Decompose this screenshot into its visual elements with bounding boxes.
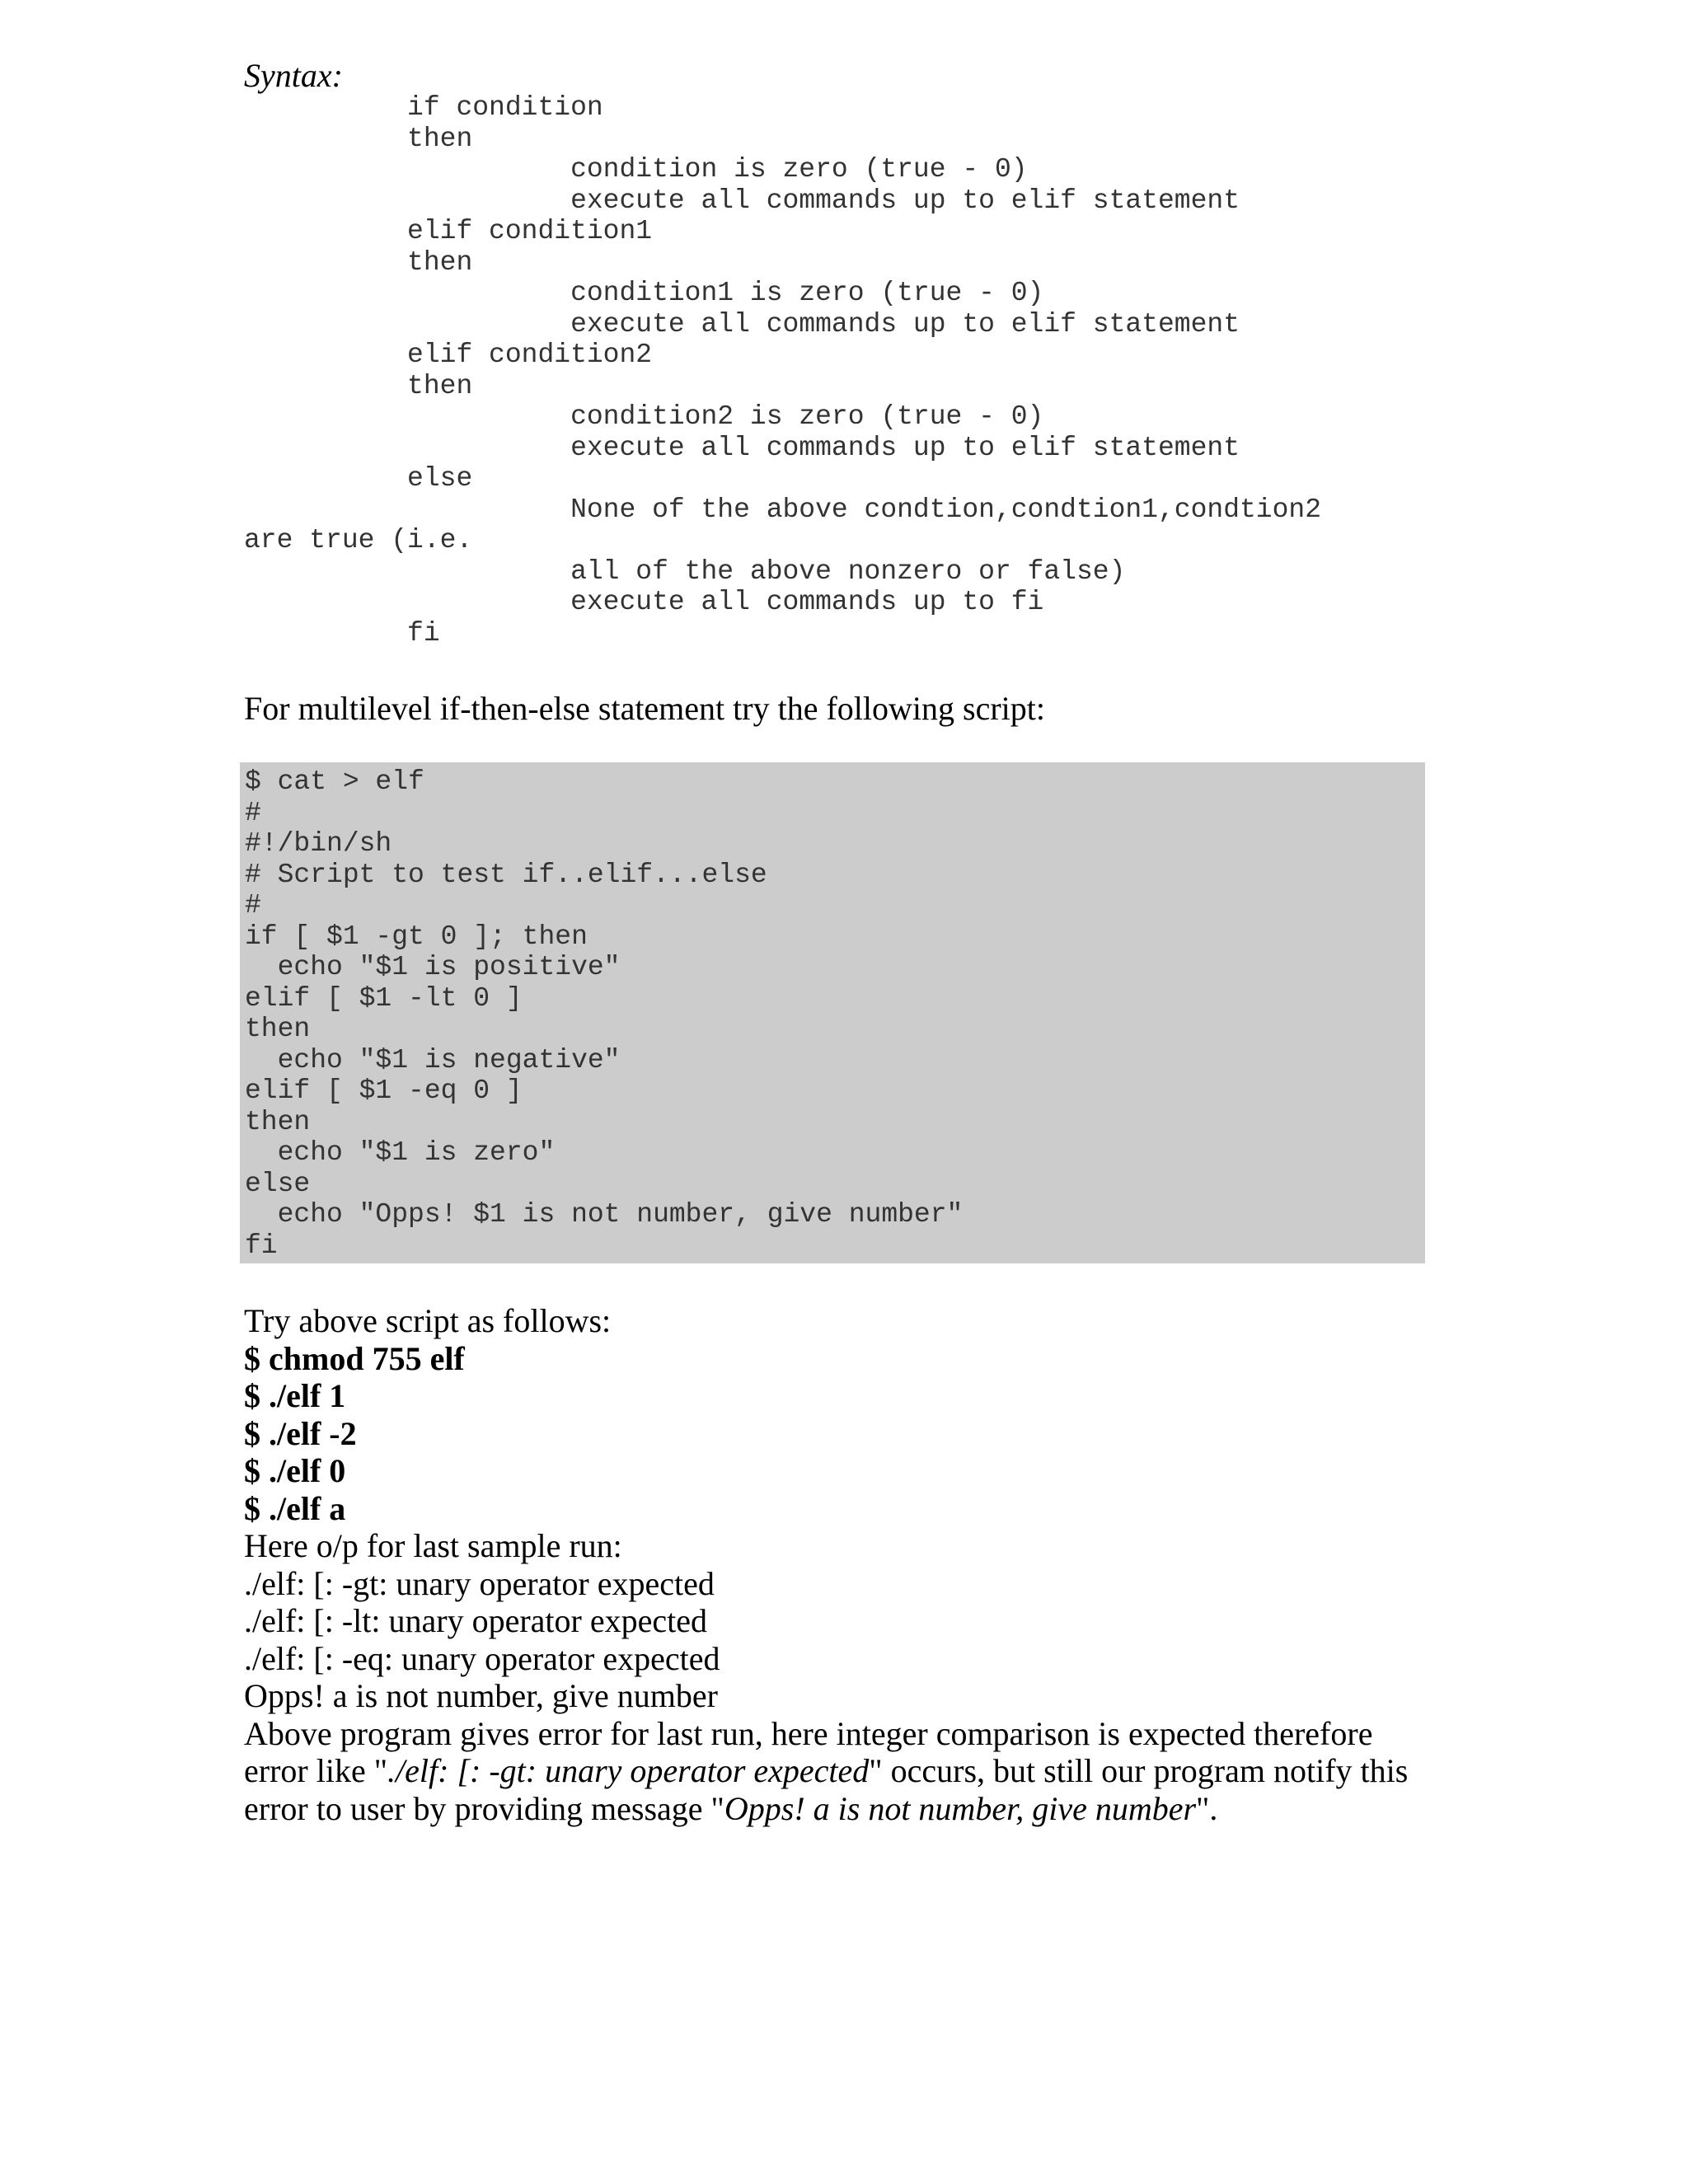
run-instructions <box>244 1302 1431 1827</box>
run-intro-text: Try above script as follows: <box>244 1302 612 1339</box>
script-intro-text: For multilevel if-then-else statement try the following script: <box>244 690 1045 727</box>
explanation-text: Above program gives error for last run, here integer comparison is expected therefore error like " <box>244 1714 1373 1789</box>
command-line: $ ./elf -2 <box>244 1414 357 1452</box>
output-line: Opps! a is not number, give number <box>244 1677 718 1714</box>
syntax-label: Syntax: <box>244 57 343 94</box>
explanation-error-italic: ./elf: [: -gt: unary operator expected <box>387 1752 870 1789</box>
output-intro-text: Here o/p for last sample run: <box>244 1527 622 1564</box>
syntax-code-block: if condition then condition is zero (true - 0) execute all commands up to elif statement elif condition1 then condition1 is zero (true - 0) execute all commands up to elif statement elif condition2 then condition2 is zero (true - 0) execute all commands up to elif statement else None of the above condtion,condtion1,condtion2 are true (i.e. all of the above nonzero or false) execute all commands up to fi fi <box>244 92 1322 649</box>
command-line: $ chmod 755 elf <box>244 1339 465 1377</box>
output-line: ./elf: [: -lt: unary operator expected <box>244 1602 707 1639</box>
explanation-paragraph <box>244 1715 1431 1828</box>
command-line: $ ./elf 0 <box>244 1452 346 1489</box>
command-line: $ ./elf 1 <box>244 1377 346 1414</box>
command-line: $ ./elf a <box>244 1489 346 1527</box>
script-code-block: $ cat > elf # #!/bin/sh # Script to test if..elif...else # if [ $1 -gt 0 ]; then echo "$1 is positive" elif [ $1 -lt 0 ] then echo "$1 is negative" elif [ $1 -eq 0 ] then echo "$1 is zero" else echo "Opps! $1 is not number, give number" fi <box>245 766 964 1261</box>
explanation-text: " occurs, but still our program notify this error to user by providing message " <box>244 1752 1409 1827</box>
output-line: ./elf: [: -eq: unary operator expected <box>244 1639 720 1677</box>
explanation-text: ". <box>1196 1789 1218 1827</box>
output-line: ./elf: [: -gt: unary operator expected <box>244 1564 715 1602</box>
explanation-message-italic: Opps! a is not number, give number <box>724 1789 1197 1827</box>
